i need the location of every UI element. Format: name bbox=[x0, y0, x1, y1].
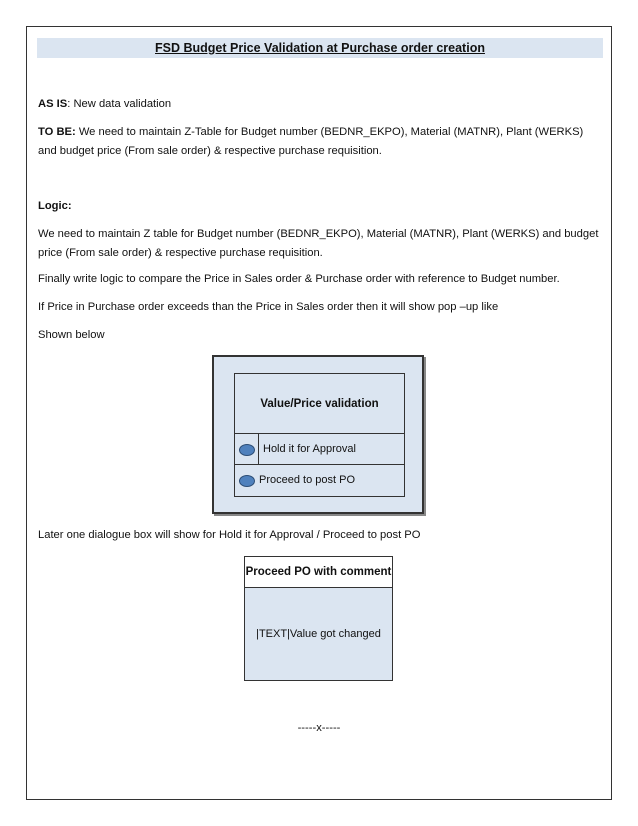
radio-cell bbox=[235, 434, 259, 464]
logic-paragraph-2: Finally write logic to compare the Price in Sales order & Purchase order with reference to Budget number. bbox=[38, 273, 560, 285]
to-be-paragraph bbox=[38, 123, 604, 161]
as-is-paragraph bbox=[38, 95, 604, 114]
to-be-label: TO BE: bbox=[38, 126, 76, 138]
option-label-hold: Hold it for Approval bbox=[263, 443, 356, 455]
logic-heading: Logic: bbox=[38, 200, 72, 212]
comment-dialog bbox=[244, 556, 393, 681]
radio-cell bbox=[235, 465, 259, 496]
validation-popup-title: Value/Price validation bbox=[235, 374, 404, 434]
radio-button-hold[interactable] bbox=[239, 444, 255, 456]
comment-dialog-title: Proceed PO with comment bbox=[245, 557, 392, 588]
document-title: FSD Budget Price Validation at Purchase order creation bbox=[37, 38, 603, 58]
validation-popup-inner bbox=[234, 373, 405, 497]
validation-popup bbox=[212, 355, 424, 514]
comment-dialog-text[interactable]: |TEXT|Value got changed bbox=[256, 628, 381, 640]
logic-paragraph-1: We need to maintain Z table for Budget number (BEDNR_EKPO), Material (MATNR), Plant (WERKS) and budget price (From sale order) & respective purchase requisition. bbox=[38, 228, 599, 259]
as-is-label: AS IS bbox=[38, 98, 68, 110]
logic-paragraph-4: Shown below bbox=[38, 329, 105, 341]
as-is-text: : New data validation bbox=[67, 98, 172, 110]
end-mark: -----x----- bbox=[297, 722, 341, 734]
option-proceed-to-post[interactable] bbox=[235, 465, 404, 496]
option-label-proceed: Proceed to post PO bbox=[259, 474, 355, 486]
later-paragraph: Later one dialogue box will show for Hold it for Approval / Proceed to post PO bbox=[38, 529, 421, 541]
logic-paragraph-3: If Price in Purchase order exceeds than the Price in Sales order then it will show pop –up like bbox=[38, 301, 499, 313]
radio-button-proceed[interactable] bbox=[239, 475, 255, 487]
option-hold-for-approval[interactable] bbox=[235, 434, 404, 465]
to-be-text: We need to maintain Z-Table for Budget number (BEDNR_EKPO), Material (MATNR), Plant (WERKS) and budget price (From sale order) & respective purchase requisition. bbox=[38, 126, 584, 157]
